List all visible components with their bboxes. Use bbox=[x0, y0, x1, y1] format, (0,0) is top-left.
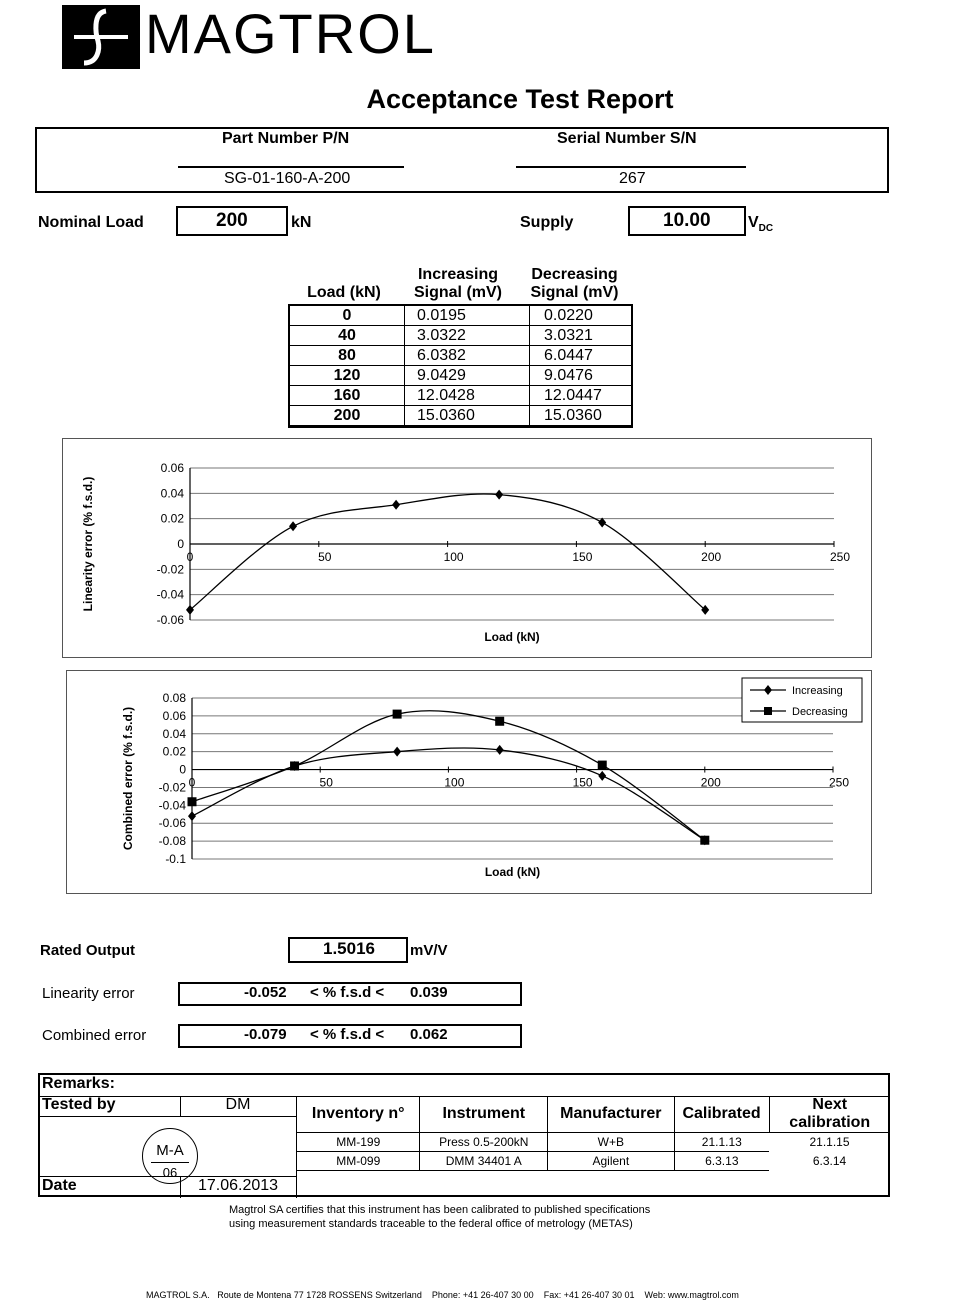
magtrol-wordmark: MAGTROL bbox=[145, 2, 436, 65]
y-tick-label: -0.02 bbox=[158, 780, 186, 795]
x-tick-label: 50 bbox=[319, 775, 333, 790]
footer bbox=[146, 1290, 739, 1300]
y-tick-label: -0.02 bbox=[156, 562, 184, 577]
signal-row bbox=[290, 306, 631, 326]
y-tick-label: -0.06 bbox=[156, 613, 184, 627]
y-tick-label: -0.1 bbox=[165, 852, 186, 866]
data-point-square bbox=[188, 797, 197, 806]
calibration-table bbox=[296, 1096, 890, 1171]
nominal-load-value: 200 bbox=[216, 210, 248, 231]
load-cell: 120 bbox=[290, 366, 405, 386]
y-tick-label: 0.06 bbox=[162, 708, 186, 723]
x-tick-label: 0 bbox=[186, 550, 194, 564]
header-load: Load (kN) bbox=[307, 284, 381, 301]
x-tick-label: 0 bbox=[188, 775, 196, 790]
data-point-diamond bbox=[186, 605, 194, 615]
y-tick-label: 0 bbox=[177, 537, 184, 551]
signal-table bbox=[288, 258, 633, 428]
decreasing-cell: 3.0321 bbox=[530, 326, 632, 346]
calibration-row bbox=[297, 1152, 891, 1171]
calibration-cell: MM-199 bbox=[297, 1133, 420, 1152]
data-point-diamond bbox=[188, 811, 196, 821]
supply-unit: $V_{DC}$ bbox=[748, 214, 774, 235]
linearity-error-low: -0.052 bbox=[244, 984, 287, 1001]
signal-table-body bbox=[288, 304, 633, 428]
increasing-cell: 0.0195 bbox=[405, 306, 530, 326]
calibration-header-cell: Manufacturer bbox=[548, 1096, 675, 1133]
calibration-header-cell: Next calibration bbox=[769, 1096, 890, 1133]
part-number-underline bbox=[178, 166, 404, 168]
signal-row bbox=[290, 326, 631, 346]
date-label-cell: Date bbox=[38, 1176, 181, 1198]
combined-error-low: -0.079 bbox=[244, 1026, 287, 1043]
x-axis-label: Load (kN) bbox=[484, 630, 540, 644]
magtrol-logo-icon bbox=[62, 5, 140, 69]
decreasing-cell: 0.0220 bbox=[530, 306, 632, 326]
linearity-error-high: 0.039 bbox=[410, 984, 448, 1001]
load-cell: 160 bbox=[290, 386, 405, 406]
footer-web[interactable]: Web: www.magtrol.com bbox=[644, 1290, 739, 1300]
legend-label: Increasing bbox=[792, 685, 843, 697]
data-point-diamond bbox=[392, 500, 400, 510]
date-value: 17.06.2013 bbox=[180, 1176, 297, 1198]
certification-line-1: Magtrol SA certifies that this instrument has been calibrated to published specifications bbox=[229, 1204, 651, 1216]
y-tick-label: -0.06 bbox=[158, 816, 186, 831]
x-axis-label: Load (kN) bbox=[484, 865, 541, 879]
y-tick-label: 0.02 bbox=[160, 511, 184, 526]
calibration-cell: Agilent bbox=[548, 1152, 675, 1171]
increasing-cell: 3.0322 bbox=[405, 326, 530, 346]
decreasing-cell: 9.0476 bbox=[530, 366, 632, 386]
calibration-cell: MM-099 bbox=[297, 1152, 420, 1171]
combined-error-high: 0.062 bbox=[410, 1026, 448, 1043]
calibration-cell: 21.1.15 bbox=[809, 1135, 850, 1150]
data-point-diamond bbox=[289, 521, 297, 531]
page-title: Acceptance Test Report bbox=[366, 84, 674, 114]
calibration-cell: 6.3.13 bbox=[674, 1152, 769, 1171]
rated-output-label: Rated Output bbox=[40, 942, 135, 959]
calibration-cell: Press 0.5-200kN bbox=[420, 1133, 548, 1152]
increasing-cell: 12.0428 bbox=[405, 386, 530, 406]
calibration-header-cell: Inventory n° bbox=[297, 1096, 420, 1133]
increasing-cell: 9.0429 bbox=[405, 366, 530, 386]
load-cell: 200 bbox=[290, 406, 405, 426]
x-tick-label: 150 bbox=[572, 775, 593, 790]
x-tick-label: 50 bbox=[318, 550, 332, 564]
x-tick-label: 250 bbox=[828, 775, 850, 790]
data-point-diamond bbox=[393, 747, 401, 757]
linearity-error-range: < % f.s.d < bbox=[310, 984, 385, 1001]
linearity-chart bbox=[62, 438, 870, 656]
data-point-diamond bbox=[598, 771, 606, 781]
calibration-header-cell: Instrument bbox=[420, 1096, 548, 1133]
calibration-cell: 21.1.13 bbox=[674, 1133, 769, 1152]
footer-phone: Phone: +41 26-407 30 00 bbox=[431, 1290, 534, 1300]
data-point-diamond bbox=[496, 745, 504, 755]
rated-output-value: 1.5016 bbox=[323, 939, 375, 958]
signal-row bbox=[290, 386, 631, 406]
series-line bbox=[192, 748, 705, 840]
data-point-diamond bbox=[495, 490, 503, 500]
calibration-row bbox=[297, 1133, 891, 1152]
y-tick-label: -0.04 bbox=[156, 587, 184, 602]
footer-company: MAGTROL S.A. bbox=[146, 1290, 210, 1300]
part-serial-box bbox=[35, 127, 889, 193]
calibration-header-cell: Calibrated bbox=[674, 1096, 769, 1133]
x-tick-label: 150 bbox=[572, 550, 593, 564]
y-axis-label: Linearity error (% f.s.d.) bbox=[81, 476, 95, 612]
rated-output-unit: mV/V bbox=[410, 942, 448, 959]
y-tick-label: -0.08 bbox=[158, 834, 186, 849]
y-tick-label: 0.06 bbox=[160, 461, 184, 475]
part-number-value: SG-01-160-A-200 bbox=[224, 170, 351, 187]
header-increasing: Increasing Signal (mV) bbox=[413, 266, 502, 301]
tested-by-value: DM bbox=[180, 1096, 297, 1117]
data-point-square bbox=[393, 710, 402, 719]
combined-error-label: Combined error bbox=[42, 1027, 147, 1044]
y-tick-label: 0.08 bbox=[162, 691, 186, 705]
y-tick-label: 0.04 bbox=[160, 486, 184, 501]
signal-row bbox=[290, 346, 631, 366]
calibration-cell: DMM 34401 A bbox=[420, 1152, 548, 1171]
x-tick-label: 250 bbox=[829, 550, 851, 564]
certification-line-2: using measurement standards traceable to the federal office of metrology (METAS) bbox=[229, 1218, 633, 1230]
y-tick-label: -0.04 bbox=[158, 798, 186, 813]
header-decreasing: Decreasing Signal (mV) bbox=[530, 266, 619, 301]
legend-marker-square bbox=[764, 707, 772, 715]
supply-label: Supply bbox=[520, 214, 574, 231]
signal-row bbox=[290, 406, 631, 426]
stamp-cell bbox=[180, 1116, 297, 1176]
serial-number-underline bbox=[516, 166, 746, 168]
x-tick-label: 200 bbox=[701, 550, 722, 564]
tested-by-label-cell: Tested by bbox=[38, 1096, 181, 1117]
increasing-cell: 15.0360 bbox=[405, 406, 530, 426]
y-axis-label: Combined error (% f.s.d.) bbox=[121, 706, 135, 851]
increasing-cell: 6.0382 bbox=[405, 346, 530, 366]
linearity-error-label: Linearity error bbox=[42, 985, 135, 1002]
calibration-cell: 6.3.14 bbox=[812, 1154, 847, 1168]
serial-number-label: Serial Number S/N bbox=[557, 130, 697, 147]
x-tick-label: 100 bbox=[444, 775, 465, 790]
footer-fax: Fax: +41 26-407 30 01 bbox=[543, 1290, 635, 1300]
nominal-load-unit: kN bbox=[291, 214, 312, 231]
decreasing-cell: 6.0447 bbox=[530, 346, 632, 366]
data-point-square bbox=[700, 836, 709, 845]
load-cell: 0 bbox=[290, 306, 405, 326]
load-cell: 40 bbox=[290, 326, 405, 346]
data-point-diamond bbox=[701, 605, 709, 615]
x-tick-label: 100 bbox=[443, 550, 464, 564]
supply-value: 10.00 bbox=[663, 210, 711, 231]
signal-table-header bbox=[288, 258, 633, 304]
inspector-stamp: M-A 06 bbox=[142, 1128, 198, 1184]
nominal-load-label: Nominal Load bbox=[38, 214, 144, 231]
combined-chart bbox=[66, 670, 870, 892]
y-tick-label: 0 bbox=[179, 762, 186, 777]
y-tick-label: 0.04 bbox=[162, 726, 186, 741]
part-number-label: Part Number P/N bbox=[222, 130, 350, 147]
data-point-square bbox=[290, 761, 299, 770]
calibration-cell: W+B bbox=[548, 1133, 675, 1152]
decreasing-cell: 15.0360 bbox=[530, 406, 632, 426]
signal-row bbox=[290, 366, 631, 386]
footer-address: Route de Montena 77 1728 ROSSENS Switzerland bbox=[217, 1290, 422, 1300]
decreasing-cell: 12.0447 bbox=[530, 386, 632, 406]
y-tick-label: 0.02 bbox=[162, 744, 186, 759]
combined-error-range: < % f.s.d < bbox=[310, 1026, 385, 1043]
serial-number-value: 267 bbox=[619, 170, 646, 187]
load-cell: 80 bbox=[290, 346, 405, 366]
data-point-square bbox=[598, 761, 607, 770]
remarks-label: Remarks: bbox=[42, 1075, 115, 1092]
data-point-square bbox=[495, 717, 504, 726]
calibration-header-row bbox=[297, 1096, 891, 1133]
legend-label: Decreasing bbox=[792, 706, 848, 718]
x-tick-label: 200 bbox=[700, 775, 721, 790]
